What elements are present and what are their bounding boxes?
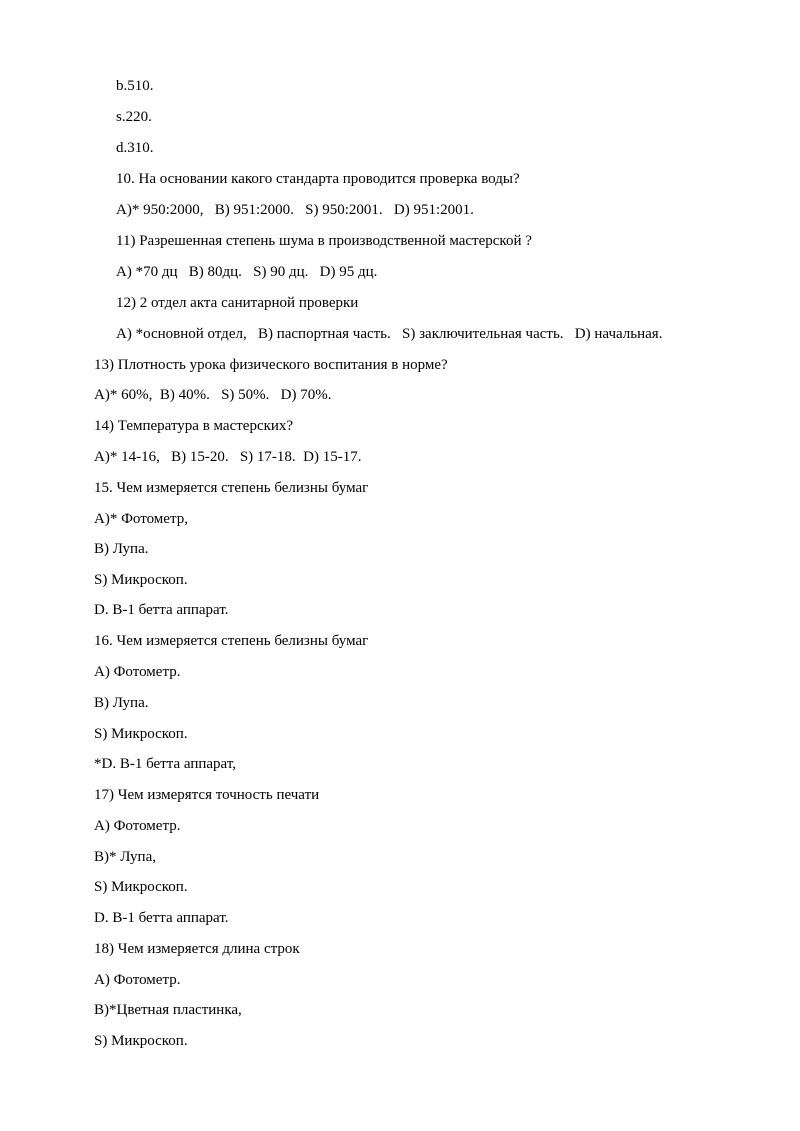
- text-line: d.310.: [116, 140, 154, 156]
- answer-line: S) Микроскоп.: [94, 1033, 188, 1049]
- answer-line: A) Фотометр.: [94, 818, 181, 834]
- answer-line: A)* 950:2000, B) 951:2000. S) 950:2001. D) 951:2001.: [116, 202, 474, 218]
- question-line: 13) Плотность урока физического воспитания в норме?: [94, 357, 448, 373]
- question-line: 12) 2 отдел акта санитарной проверки: [116, 295, 359, 311]
- question-line: 15. Чем измеряется степень белизны бумаг: [94, 480, 369, 496]
- answer-line: A) Фотометр.: [94, 664, 181, 680]
- answer-line: A)* 60%, B) 40%. S) 50%. D) 70%.: [94, 387, 332, 403]
- text-line: b.510.: [116, 78, 154, 94]
- answer-line: A)* Фотометр,: [94, 511, 188, 527]
- answer-line: B) Лупа.: [94, 541, 149, 557]
- answer-line: B)* Лупа,: [94, 849, 156, 865]
- question-line: 11) Разрешенная степень шума в производственной мастерской ?: [116, 233, 532, 249]
- answer-line: B)*Цветная пластинка,: [94, 1002, 242, 1018]
- answer-line: A) *основной отдел, B) паспортная часть. S) заключительная часть. D) начальная.: [116, 326, 663, 342]
- answer-line: A) *70 дц B) 80дц. S) 90 дц. D) 95 дц.: [116, 264, 378, 280]
- question-line: 14) Температура в мастерских?: [94, 418, 294, 434]
- answer-line: B) Лупа.: [94, 695, 149, 711]
- answer-line: A)* 14-16, B) 15-20. S) 17-18. D) 15-17.: [94, 449, 362, 465]
- question-line: 18) Чем измеряется длина строк: [94, 941, 300, 957]
- answer-line: D. B-1 бетта аппарат.: [94, 602, 229, 618]
- question-line: 10. На основании какого стандарта проводится проверка воды?: [116, 171, 520, 187]
- answer-line: D. B-1 бетта аппарат.: [94, 910, 229, 926]
- answer-line: S) Микроскоп.: [94, 879, 188, 895]
- question-line: 17) Чем измерятся точность печати: [94, 787, 320, 803]
- answer-line: S) Микроскоп.: [94, 572, 188, 588]
- answer-line: A) Фотометр.: [94, 972, 181, 988]
- answer-line: *D. B-1 бетта аппарат,: [94, 756, 236, 772]
- answer-line: S) Микроскоп.: [94, 726, 188, 742]
- text-line: s.220.: [116, 109, 152, 125]
- question-line: 16. Чем измеряется степень белизны бумаг: [94, 633, 369, 649]
